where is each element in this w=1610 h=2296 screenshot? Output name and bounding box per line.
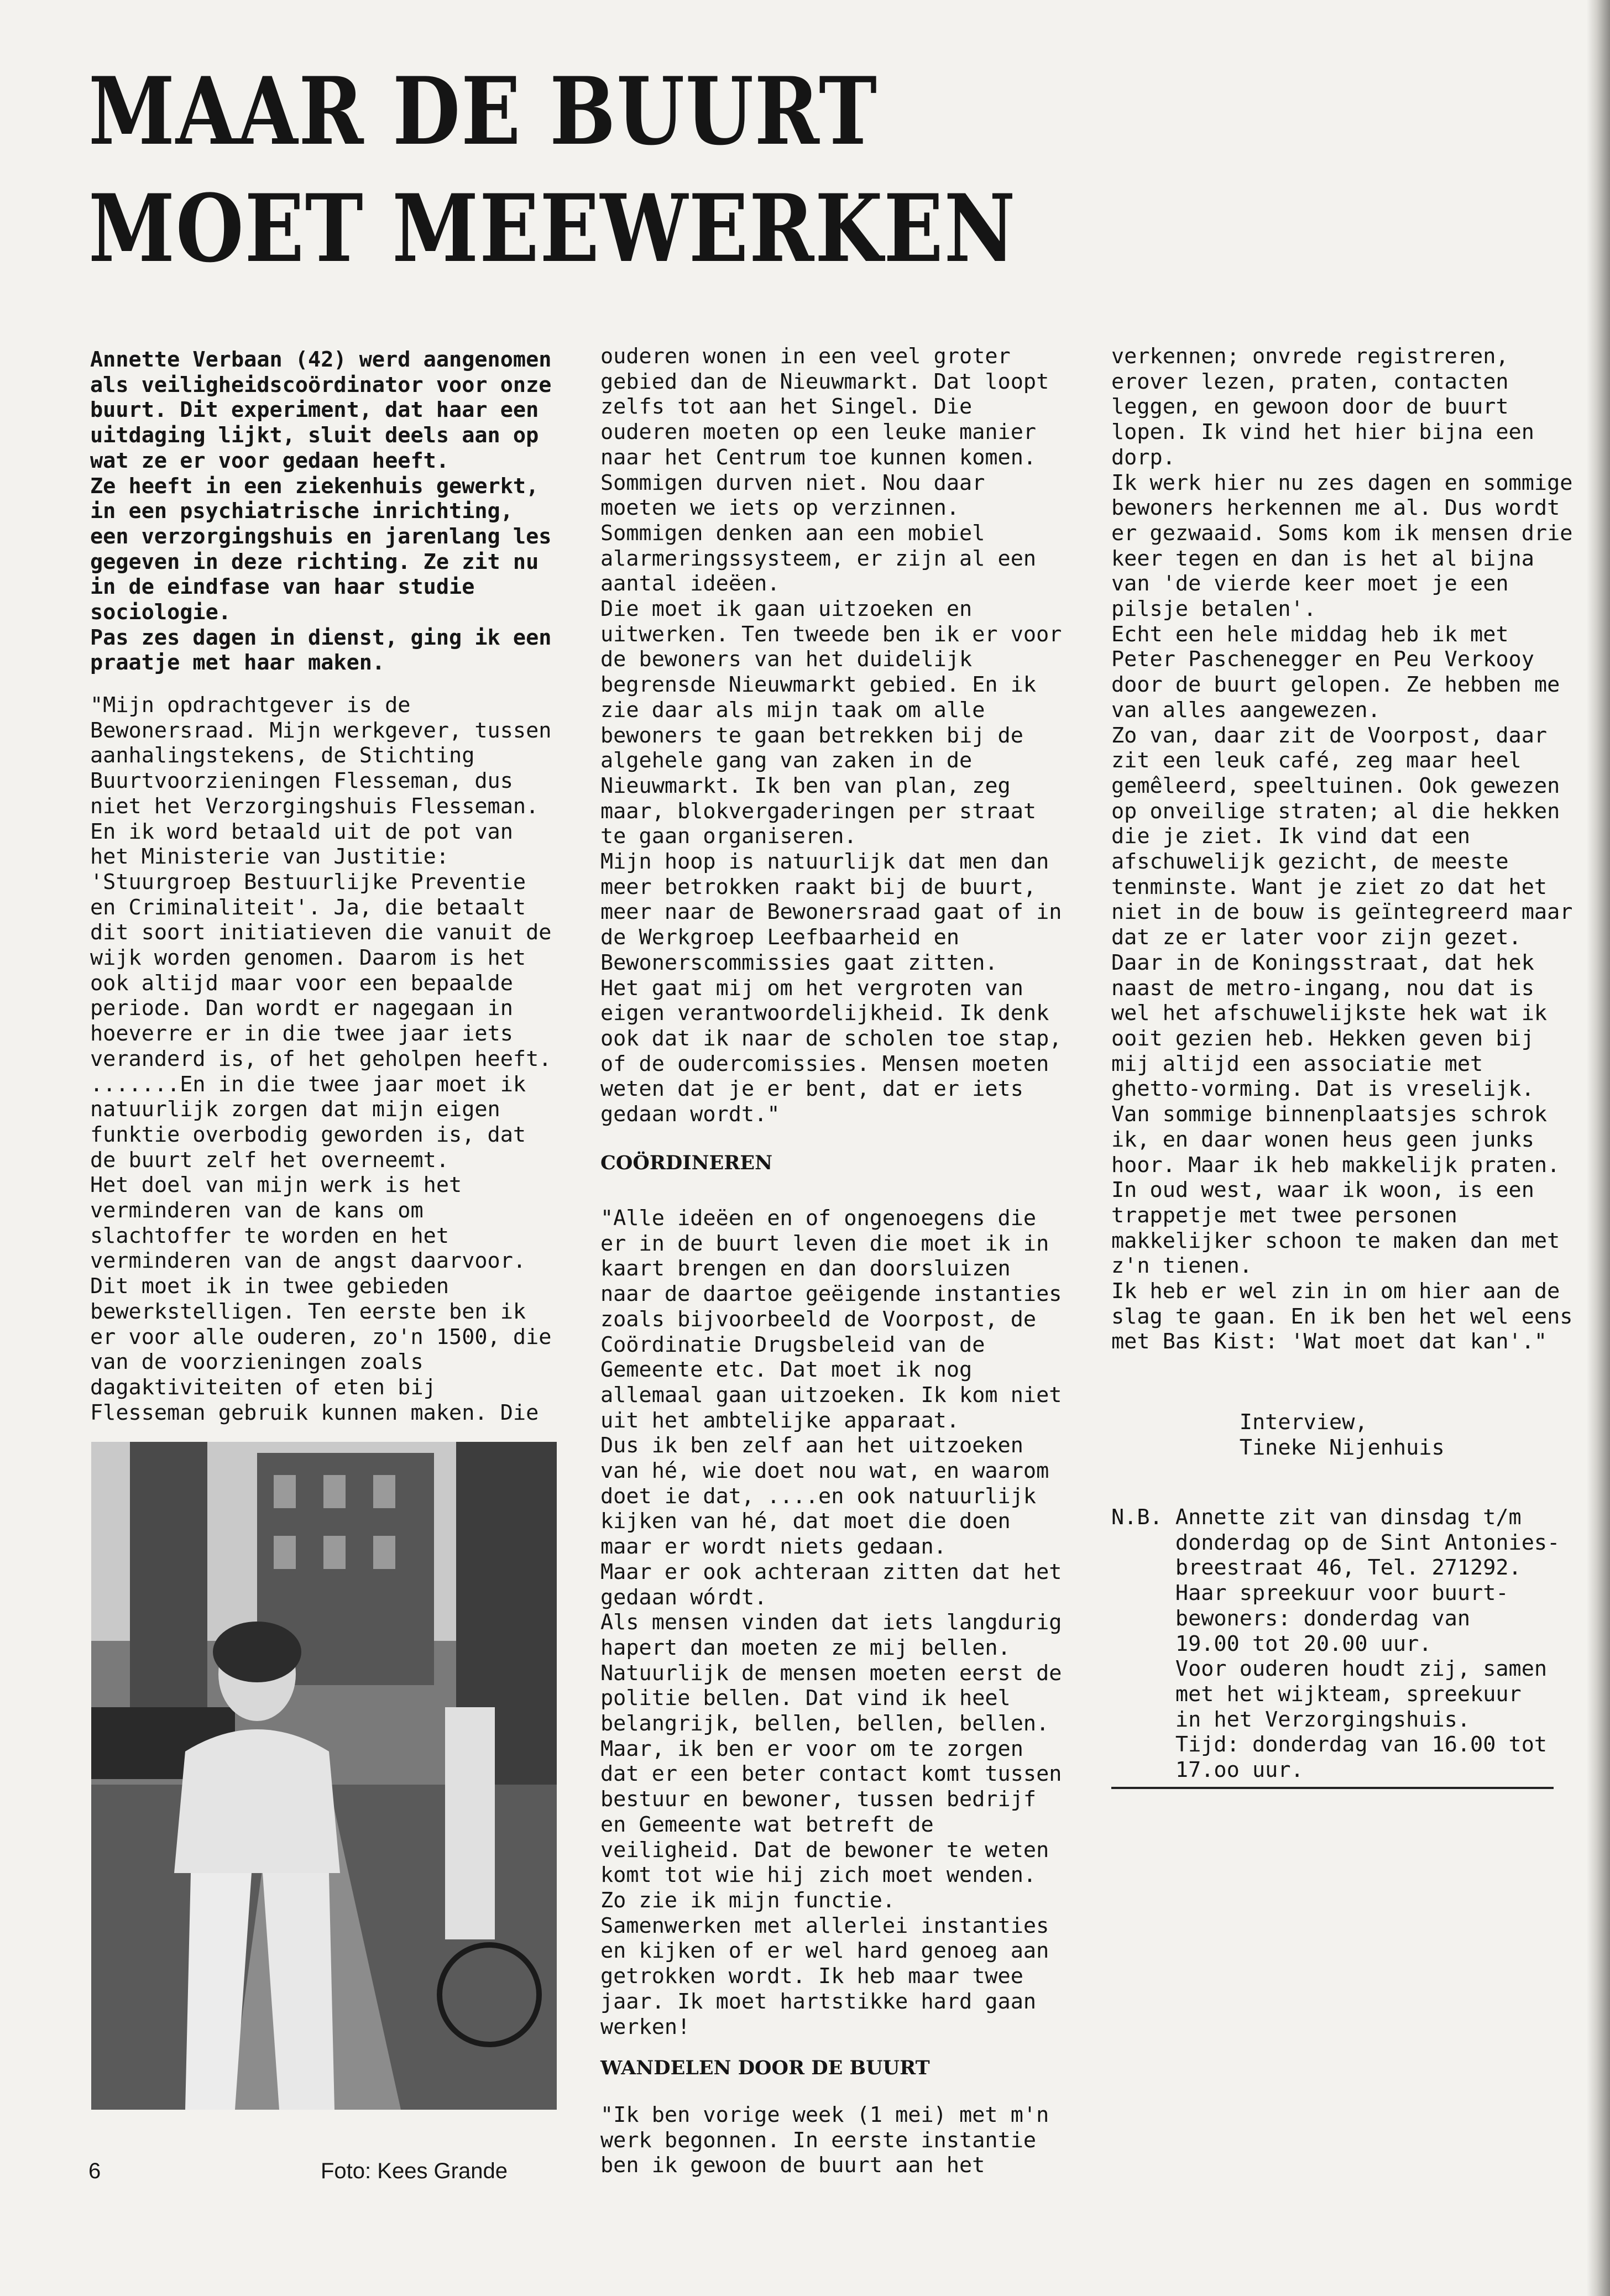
text-line: zoals bijvoorbeeld de Voorpost, de [600, 1306, 1037, 1332]
text-line: Het gaat mij om het vergroten van [600, 975, 1023, 1001]
text-line: "Alle ideëen en of ongenoegens die [600, 1206, 1037, 1231]
text-line: kaart brengen en dan doorsluizen [600, 1256, 1011, 1282]
text-line: Zo van, daar zit de Voorpost, daar [1111, 723, 1548, 748]
column-3-closing-text [1111, 1279, 1572, 1354]
text-line: z'n tienen. [1111, 1253, 1252, 1279]
text-line: zelfs tot aan het Singel. Die [600, 394, 973, 420]
text-line: naar de daartoe geëigende instanties [600, 1282, 1062, 1307]
text-line: slachtoffer te worden en het [90, 1223, 449, 1248]
text-line: Pas zes dagen in dienst, ging ik een [90, 625, 552, 650]
text-line: wel het afschuwelijkste hek wat ik [1111, 1001, 1548, 1026]
text-line: algehele gang van zaken in de [600, 748, 973, 773]
text-line: .......En in die twee jaar moet ik [90, 1071, 526, 1097]
text-line: sociologie. [90, 600, 231, 625]
text-line: Ik heb er wel zin in om hier aan de [1111, 1279, 1560, 1304]
text-line: de Werkgroep Leefbaarheid en [600, 925, 960, 950]
text-line: aanhalingstekens, de Stichting [90, 743, 475, 768]
text-line: periode. Dan wordt er nagegaan in [90, 996, 513, 1021]
text-line: Flesseman gebruik kunnen maken. Die [90, 1400, 539, 1425]
text-line: van 'de vierde keer moet je een [1111, 571, 1509, 597]
text-line: Het doel van mijn werk is het [90, 1173, 462, 1198]
text-line: Zo zie ik mijn functie. [600, 1887, 896, 1913]
text-line: In oud west, waar ik woon, is een [1111, 1178, 1534, 1203]
text-line: bewoners te gaan betrekken bij de [600, 723, 1023, 748]
text-line: ook altijd maar voor een bepaalde [90, 970, 513, 996]
text-line: tenminste. Want je ziet zo dat het [1111, 874, 1548, 899]
text-line: bewoners herkennen me al. Dus wordt [1111, 495, 1560, 521]
text-line: Samenwerken met allerlei instanties [600, 1913, 1049, 1938]
note-divider [1111, 1787, 1554, 1789]
text-line: die je ziet. Ik vind dat een [1111, 824, 1471, 849]
text-line: van de voorzieningen zoals [90, 1350, 424, 1375]
text-line: in het Verzorgingshuis. [1111, 1707, 1471, 1732]
text-line: aantal ideëen. [600, 571, 780, 597]
column-2-coordineren-text [600, 1206, 1062, 2039]
text-line: Ik werk hier nu zes dagen en sommige [1111, 470, 1573, 495]
text-line: uitdaging lijkt, sluit deels aan op [90, 423, 539, 448]
title-line-1: MAAR DE BUURT [88, 56, 878, 166]
text-line: Nieuwmarkt. Ik ben van plan, zeg [600, 773, 1011, 798]
text-line: Maar, ik ben er voor om te zorgen [600, 1736, 1023, 1761]
text-line: ben ik gewoon de buurt aan het [600, 2153, 985, 2178]
text-line: slag te gaan. En ik ben het wel eens [1111, 1304, 1573, 1329]
text-line: praatje met haar maken. [90, 650, 385, 676]
text-line: gedaan wordt." [600, 1102, 780, 1127]
text-line: bestuur en bewoner, tussen bedrijf [600, 1787, 1037, 1812]
text-line: getrokken wordt. Ik heb maar twee [600, 1964, 1023, 1989]
text-line: Bewonersraad. Mijn werkgever, tussen [90, 718, 552, 743]
text-line: zit een leuk café, zeg maar heel [1111, 748, 1522, 773]
intro-paragraph [90, 347, 551, 676]
text-line: werk begonnen. In eerste instantie [600, 2127, 1037, 2153]
text-line: bewoners: donderdag van [1111, 1605, 1471, 1631]
section-heading-coordineren: COÖRDINEREN [600, 1152, 773, 1174]
text-line: niet in de bouw is geïntegreerd maar [1111, 899, 1573, 925]
text-line: afschuwelijk gezicht, de meeste [1111, 849, 1509, 875]
text-line: politie bellen. Dat vind ik heel [600, 1686, 1011, 1711]
text-line: veiligheid. Dat de bewoner te weten [600, 1837, 1049, 1863]
text-line: er in de buurt leven die moet ik in [600, 1231, 1049, 1256]
text-line: gebied dan de Nieuwmarkt. Dat loopt [600, 369, 1049, 394]
text-line: doet ie dat, ....en ook natuurlijk [600, 1483, 1037, 1509]
text-line: gegeven in deze richting. Ze zit nu [90, 549, 539, 574]
text-line: kijken van hé, dat moet die doen [600, 1509, 1011, 1534]
text-line: dagaktiviteiten of eten bij [90, 1374, 436, 1400]
text-line: Bewonerscommissies gaat zitten. [600, 950, 998, 975]
text-line: donderdag op de Sint Antonies- [1111, 1530, 1560, 1555]
text-line: met het wijkteam, spreekuur [1111, 1681, 1522, 1707]
text-line: Die moet ik gaan uitzoeken en [600, 597, 973, 622]
column-3-text [1111, 344, 1572, 1279]
street-photo-illustration [91, 1442, 557, 2110]
column-1-text [90, 693, 551, 1425]
text-line: allemaal gaan uitzoeken. Ik kom niet [600, 1382, 1062, 1408]
text-line: hoor. Maar ik heb makkelijk praten. [1111, 1152, 1560, 1178]
text-line: "Ik ben vorige week (1 mei) met m'n [600, 2103, 1049, 2127]
text-line: begrensde Nieuwmarkt gebied. En ik [600, 672, 1037, 698]
text-line: 'Stuurgroep Bestuurlijke Preventie [90, 869, 526, 895]
text-line: makkelijker schoon te maken dan met [1111, 1228, 1560, 1253]
text-line: uitwerken. Ten tweede ben ik er voor [600, 621, 1062, 647]
text-line: van alles aangewezen. [1111, 697, 1381, 723]
text-line: belangrijk, bellen, bellen, bellen. [600, 1711, 1049, 1737]
text-line: wat ze er voor gedaan heeft. [90, 448, 449, 473]
column-2-wandelen-text [600, 2103, 1049, 2178]
article-title [88, 53, 1016, 287]
text-line: trappetje met twee personen [1111, 1202, 1457, 1228]
page-number: 6 [88, 2159, 101, 2183]
text-line: Dus ik ben zelf aan het uitzoeken [600, 1433, 1023, 1458]
text-line: Tijd: donderdag van 16.00 tot [1111, 1732, 1548, 1758]
text-line: moeten we iets op verzinnen. [600, 495, 960, 521]
text-line: er voor alle ouderen, zo'n 1500, die [90, 1324, 552, 1350]
text-line: Coördinatie Drugsbeleid van de [600, 1332, 985, 1357]
text-line: gedaan wórdt. [600, 1584, 767, 1610]
text-line: Sommigen denken aan een mobiel [600, 520, 985, 546]
text-line: bewerkstelligen. Ten eerste ben ik [90, 1299, 526, 1324]
section-heading-wandelen: WANDELEN DOOR DE BUURT [600, 2057, 930, 2079]
text-line: hoeverre er in die twee jaar iets [90, 1021, 513, 1047]
text-line: Als mensen vinden dat iets langdurig [600, 1610, 1062, 1635]
text-line: wijk worden genomen. Daarom is het [90, 945, 526, 971]
text-line: dat ze er later voor zijn gezet. [1111, 925, 1522, 950]
text-line: en kijken of er wel hard genoeg aan [600, 1938, 1049, 1964]
text-line: en Criminaliteit'. Ja, die betaalt [90, 895, 526, 920]
text-line: hapert dan moeten ze mij bellen. [600, 1635, 1011, 1660]
text-line: keer tegen en dan is het al bijna [1111, 546, 1534, 571]
text-line: 17.oo uur. [1111, 1758, 1304, 1783]
text-line: dat er een beter contact komt tussen [600, 1761, 1062, 1787]
text-line: N.B. Annette zit van dinsdag t/m [1111, 1505, 1522, 1530]
text-line: veranderd is, of het geholpen heeft. [90, 1046, 552, 1071]
text-line: natuurlijk zorgen dat mijn eigen [90, 1097, 500, 1122]
text-line: in de eindfase van haar studie [90, 574, 475, 600]
column-2-text [600, 344, 1062, 1127]
text-line: Voor ouderen houdt zij, samen [1111, 1656, 1548, 1682]
text-line: funktie overbodig geworden is, dat [90, 1122, 526, 1147]
text-line: meer betrokken raakt bij de buurt, [600, 874, 1037, 899]
text-line: ghetto-vorming. Dat is vreselijk. [1111, 1076, 1534, 1102]
text-line: komt tot wie hij zich moet wenden. [600, 1863, 1037, 1888]
text-line: En ik word betaald uit de pot van [90, 819, 513, 844]
text-line: jaar. Ik moet hartstikke hard gaan [600, 1989, 1037, 2014]
text-line: maar, blokvergaderingen per straat [600, 798, 1037, 824]
text-line: buurt. Dit experiment, dat haar een [90, 398, 539, 423]
text-line: werken! [600, 2014, 691, 2039]
text-line: Haar spreekuur voor buurt- [1111, 1581, 1509, 1606]
text-line: uit het ambtelijke apparaat. [600, 1408, 960, 1433]
text-line: verkennen; onvrede registreren, [1111, 344, 1509, 369]
text-line: door de buurt gelopen. Ze hebben me [1111, 672, 1560, 698]
page-edge-shadow [1587, 0, 1610, 2296]
text-line: niet het Verzorgingshuis Flesseman. [90, 793, 539, 819]
text-line: mij altijd een associatie met [1111, 1051, 1483, 1076]
text-line: de bewoners van het duidelijk [600, 647, 973, 672]
text-line: lopen. Ik vind het hier bijna een [1111, 420, 1534, 445]
text-line: alarmeringssysteem, er zijn al een [600, 546, 1037, 571]
text-line: zie daar als mijn taak om alle [600, 697, 985, 723]
text-line: verminderen van de kans om [90, 1198, 424, 1223]
text-line: Annette Verbaan (42) werd aangenomen [90, 347, 552, 372]
text-line: Van sommige binnenplaatsjes schrok [1111, 1102, 1548, 1127]
text-line: van hé, wie doet nou wat, en waarom [600, 1458, 1049, 1484]
photo-caption: Foto: Kees Grande [321, 2159, 508, 2183]
text-line: Maar er ook achteraan zitten dat het [600, 1559, 1062, 1584]
text-line: er gezwaaid. Soms kom ik mensen drie [1111, 520, 1573, 546]
text-line: Peter Paschenegger en Peu Verkooy [1111, 647, 1534, 672]
portrait-photo [91, 1442, 557, 2110]
text-line: naast de metro-ingang, nou dat is [1111, 975, 1534, 1001]
text-line: gemêleerd, speeltuinen. Ook gewezen [1111, 773, 1560, 798]
text-line: ook dat ik naar de scholen toe stap, [600, 1026, 1062, 1051]
contact-note [1111, 1505, 1560, 1783]
text-line: meer naar de Bewonersraad gaat of in [600, 899, 1062, 925]
text-line: Buurtvoorzieningen Flesseman, dus [90, 768, 513, 794]
text-line: op onveilige straten; al die hekken [1111, 798, 1560, 824]
text-line: ouderen wonen in een veel groter [600, 344, 1011, 369]
text-line: dit soort initiatieven die vanuit de [90, 920, 552, 945]
text-line: te gaan organiseren. [600, 824, 857, 849]
text-line: erover lezen, praten, contacten [1111, 369, 1509, 394]
text-line: dorp. [1111, 444, 1175, 470]
text-line: ik, en daar wonen heus geen junks [1111, 1127, 1534, 1152]
text-line: pilsje betalen'. [1111, 597, 1316, 622]
text-line: Dit moet ik in twee gebieden [90, 1274, 449, 1299]
text-line: breestraat 46, Tel. 271292. [1111, 1555, 1522, 1581]
text-line: Gemeente etc. Dat moet ik nog [600, 1357, 973, 1383]
text-line: Daar in de Koningsstraat, dat hek [1111, 950, 1534, 975]
text-line: naar het Centrum toe kunnen komen. [600, 444, 1037, 470]
text-line: eigen verantwoordelijkheid. Ik denk [600, 1001, 1049, 1026]
text-line: de buurt zelf het overneemt. [90, 1147, 449, 1173]
text-line: met Bas Kist: 'Wat moet dat kan'." [1111, 1329, 1548, 1354]
text-line: als veiligheidscoördinator voor onze [90, 372, 552, 398]
text-line: 19.00 tot 20.00 uur. [1111, 1631, 1432, 1656]
text-line: het Ministerie van Justitie: [90, 844, 449, 870]
text-line: verminderen van de angst daarvoor. [90, 1248, 526, 1274]
text-line: in een psychiatrische inrichting, [90, 499, 513, 524]
text-line: en Gemeente wat betreft de [600, 1812, 934, 1837]
text-line: ouderen moeten op een leuke manier [600, 420, 1037, 445]
text-line: Tineke Nijenhuis [1111, 1435, 1445, 1460]
interviewer-credit [1111, 1410, 1445, 1460]
text-line: Mijn hoop is natuurlijk dat men dan [600, 849, 1049, 875]
text-line: "Mijn opdrachtgever is de [90, 693, 411, 718]
text-line: Echt een hele middag heb ik met [1111, 621, 1509, 647]
text-line: Ze heeft in een ziekenhuis gewerkt, [90, 473, 539, 499]
text-line: ooit gezien heb. Hekken geven bij [1111, 1026, 1534, 1051]
title-line-2: MOET MEEWERKEN [88, 174, 1017, 283]
text-line: maar er wordt niets gedaan. [600, 1534, 947, 1560]
text-line: Interview, [1111, 1410, 1368, 1435]
text-line: Sommigen durven niet. Nou daar [600, 470, 985, 495]
text-line: weten dat je er bent, dat er iets [600, 1076, 1023, 1102]
text-line: leggen, en gewoon door de buurt [1111, 394, 1509, 420]
text-line: Natuurlijk de mensen moeten eerst de [600, 1660, 1062, 1686]
text-line: of de oudercomissies. Mensen moeten [600, 1051, 1049, 1076]
text-line: een verzorgingshuis en jarenlang les [90, 524, 552, 549]
